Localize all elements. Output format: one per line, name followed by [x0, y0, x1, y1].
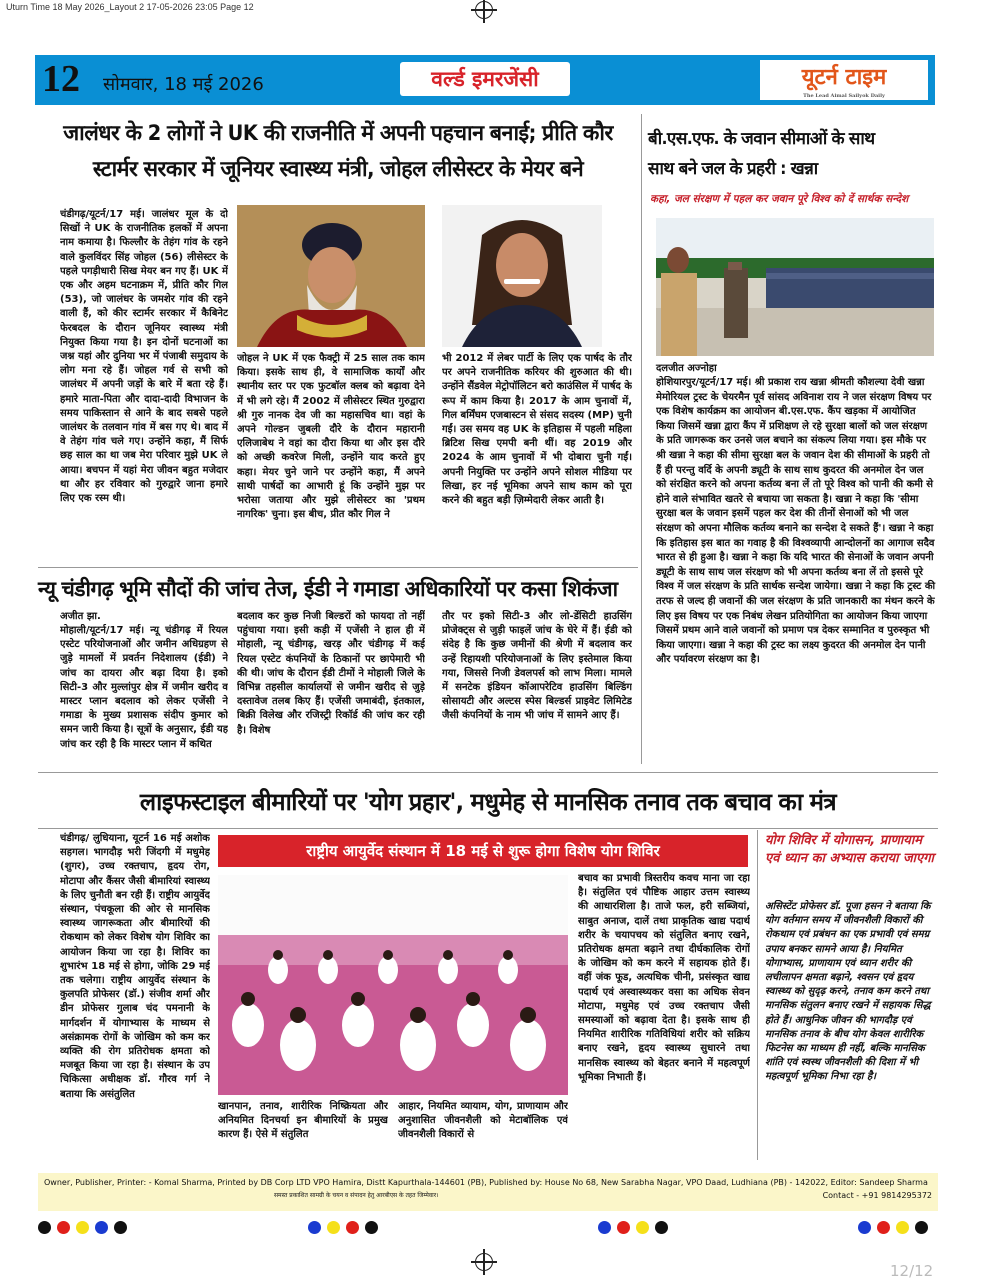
story3-col2: बदलाव कर कुछ निजी बिल्डरों को फायदा तो नहीं पहुंचाया गया। इसी कड़ी में एजेंसी ने हाल ही में मोहाली, न्यू चंडीगढ़, खरड़ और चंडीगढ़ में कई रियल एस्टेट कंपनियों के ठिकानों पर छापेमारी भी की थी। जांच के दौरान ईडी टीमों ने मोहाली जिले के विभिन्न तहसील कार्यालयों से जमीन खरीद से जुड़े दस्तावेज तलब किए हैं। एजेंसी जमाबंदी, इंतकाल, बिक्री विलेख और रजिस्ट्री रिकॉर्ड की जांच कर रही है। विशेष: [237, 611, 425, 736]
story2-body: होशियारपुर/यूटर्न/17 मई। श्री प्रकाश राय खन्ना श्रीमती कौशल्या देवी खन्ना मेमोरियल ट्रस्ट के चेयरमैन पूर्व सांसद अविनाश राय ने जल संरक्षण विषय पर एक विशेष कार्यक्रम का आयोजन बी.एस.एफ. कैंप खड़का में आयोजित किया जिसमें खन्ना द्वारा कैंप में प्रशिक्षण ले रहे सुरक्षा बालों को जल संरक्षण के प्रति जागरूक कर उनसे जल बचाने का संकल्प लिया गया। इस मौके पर श्री खन्ना ने कहा की सीमा सुरक्षा बल के जवान देश की सीमाओं के प्रहरी तो हैं ही परन्तु वर्दि के अपनी ड्यूटी के साथ साथ कुदरत की अनमोल देन जल को संरक्षित करने को अपना कर्तव्य बना लें तो पूरे विश्व को पानी की कमी से होने वाले संभावित खतरे से बचाया जा सकता है। खन्ना ने कहा कि 'सीमा सुरक्षा बल के जवान इसमें पहल कर देश की तीनों सेनाओं को भी जल संरक्षण को अपना मौलिक कर्तव्य बनाने का सन्देश दे सकते हैं'। खन्ना ने कहा कि इतिहास इस बात का गवाह है की विश्वव्यापी आन्दोलनों का आगाज सदैव भारत से ही हुआ है। खन्ना ने कहा कि यदि भारत की सेनाओं के जवान अपनी ड्यूटी के साथ साथ जल संरक्षण को भी अपना कर्तव्य बना लें तो इससे पूरे विश्व में जल संरक्षण के प्रति सार्थक सन्देश जायेगा। खन्ना ने कहा कि ट्रस्ट की तरफ से जल्द ही जवानों की जल संरक्षण के प्रति जानकारी का मंथन करने के लिए इस विषय पर एक निबंध लेखन प्रतियोगिता का आयोजन किया जाएगा जिसमें प्रथम आने वाले जवानों को प्रमाण पत्र देकर सम्मानित व पुरुस्कृत भी किया जाएगा। खन्ना ने कहा की ट्रस्ट का लक्ष्य कुदरत की अनमोल देन पानी और पर्यावरण संरक्षण का है।: [656, 377, 936, 666]
color-calibration-dots: [38, 1221, 127, 1234]
page-number: 12: [42, 58, 80, 100]
story1-headline: जालंधर के 2 लोगों ने UK की राजनीति में अपनी पहचान बनाई; प्रीति कौर स्टार्मर सरकार में जूनियर स्वास्थ्य मंत्री, जोहल लीसेस्टर के मेयर बने: [63, 121, 613, 182]
story4-col1: चंडीगढ़/ लुधियाना, यूटर्न 16 मई अशोक सहगल। भागदौड़ भरी जिंदगी में मधुमेह (शुगर), उच्च रक्तचाप, हृदय रोग, मोटापा और कैंसर जैसी बीमारियां स्वास्थ्य के लिए चुनौती बन रही हैं। राष्ट्रीय आयुर्वेद संस्थान, पंचकूला की ओर से मानसिक स्वास्थ्य जागरूकता और बीमारियों की रोकथाम को लेकर विशेष योग शिविर का आयोजन किया जा रहा है। शिविर का शुभारंभ 18 मई से होगा, जोकि 29 मई तक चलेगा। राष्ट्रीय आयुर्वेद संस्थान के कुलपति प्रोफेसर (डॉ.) संजीव शर्मा और डीन प्रोफेसर गुलाब चंद पमनानी के मार्गदर्शन में योगाभ्यास के माध्यम से असंक्रामक रोगों के जोखिम को कम कर व्यक्ति की रोग प्रतिरोधक क्षमता को मजबूत किया जा रहा है। संस्थान के उप चिकित्सा अधीक्षक डॉ. गौरव गर्ग ने बताया कि असंतुलित: [60, 833, 210, 1100]
registration-mark-icon: [475, 1, 493, 19]
divider: [38, 772, 938, 773]
story4-col3: बचाव का प्रभावी त्रिस्तरीय कवच माना जा रहा है। संतुलित एवं पौष्टिक आहार उत्तम स्वास्थ्य की आधारशिला है। ताजे फल, हरी सब्जियां, साबुत अनाज, दालें तथा प्राकृतिक खाद्य पदार्थ शरीर के चयापचय को संतुलित बनाए रखने, प्रतिरोधक क्षमता बढ़ाने तथा दीर्घकालिक रोगों के जोखिम को कम करने में सहायक होते हैं। वहीं जंक फूड, अत्यधिक चीनी, प्रसंस्कृत खाद्य पदार्थ एवं अस्वास्थ्यकर वसा का अधिक सेवन मोटापा, मधुमेह एवं उच्च रक्तचाप जैसी समस्याओं को बढ़ावा देता है। इसके साथ ही नियमित शारीरिक गतिविधियां शरीर को सक्रिय बनाए रखने, हृदय स्वास्थ्य सुधारने तथा मानसिक स्वास्थ्य को बेहतर बनाने में महत्वपूर्ण भूमिका निभाती हैं।: [578, 873, 750, 1083]
imprint-text: Owner, Publisher, Printer: - Komal Sharma, Printed by DB Corp LTD VPO Hamira, Distt Kapurthala-144601 (PB), Published by: House No 68, New Sarabha Nagar, VPO Daad, Ludhiana (PB) - 142022, Editor: Sandeep Sharma: [44, 1178, 928, 1187]
column-divider: [641, 114, 642, 764]
story4-below-photo-1: खानपान, तनाव, शारीरिक निष्क्रियता और अनियमित दिनचर्या इन बीमारियों के प्रमुख कारण हैं। ऐसे में संतुलित: [218, 1101, 388, 1141]
story3-headline: न्यू चंडीगढ़ भूमि सौदों की जांच तेज, ईडी ने गमाडा अधिकारियों पर कसा शिकंजा: [38, 577, 618, 601]
story3-byline: अजीत झा.: [60, 611, 101, 622]
column-divider: [757, 830, 758, 1160]
imprint-note: समस्त प्रकाशित सामग्री के चयन व संपादन हेतु आरबीएस के तहत जिम्मेवार।: [274, 1192, 439, 1199]
story4-headline: लाइफस्टाइल बीमारियों पर 'योग प्रहार', मधुमेह से मानसिक तनाव तक बचाव का मंत्र: [139, 788, 837, 816]
story1-col2: जोहल ने UK में एक फैक्ट्री में 25 साल तक काम किया। इसके साथ ही, वे सामाजिक कार्यों और स्थानीय स्तर पर एक फुटबॉल क्लब को बढ़ावा देने में भी लगे रहे। मैं 2002 में लीसेस्टर स्थित गुरुद्वारा श्री गुरु नानक देव जी का महासचिव था। वहां के अपने गोल्डन जुबली दौरे के दौरान महारानी एलिजाबेथ ने वहां का दौरा किया था और इस दौरे को अच्छी कवरेज मिली, उन्होंने याद करते हुए कहा। मेयर चुने जाने पर उन्होंने कहा, मैं अपने साथी पार्षदों का आभारी हूं कि उन्होंने मुझ पर भरोसा जताया और मुझे लीसेस्टर का 'प्रथम नागरिक' चुना। इस बीच, प्रीत कौर गिल ने: [237, 353, 425, 521]
photo-yoga-camp: [218, 875, 568, 1095]
color-calibration-dots: [308, 1221, 378, 1234]
registration-mark-icon: [475, 1253, 493, 1271]
color-calibration-dots: [858, 1221, 928, 1234]
divider: [38, 567, 638, 568]
story4-red-banner: राष्ट्रीय आयुर्वेद संस्थान में 18 मई से शुरू होगा विशेष योग शिविर: [218, 835, 748, 867]
section-title: वर्ल्ड इमरजेंसी: [400, 62, 570, 96]
page-mark: 12/12: [890, 1262, 934, 1280]
story4-side-headline: योग शिविर में योगासन, प्राणायाम एवं ध्यान का अभ्यास कराया जाएगा: [765, 833, 934, 866]
page-date: सोमवार, 18 मई 2026: [103, 74, 264, 95]
story1-col3: भी 2012 में लेबर पार्टी के लिए एक पार्षद के तौर पर अपने राजनीतिक करियर की शुरुआत की थी। उन्होंने सैंडवेल मेट्रोपॉलिटन बरो काउंसिल में पार्षद के रूप में काम किया है। 2017 के आम चुनावों में, गिल बर्मिंघम एजबास्टन से संसद सदस्य (MP) चुनी गईं। उस समय वह UK के इतिहास में पहली महिला ब्रिटिश सिख एमपी बनी थीं। वह 2019 और 2024 के आम चुनावों में भी दोबारा चुनी गईं। अपनी नियुक्ति पर उन्होंने अपने सोशल मीडिया पर लिखा, हर नई भूमिका अपने साथ काम को पूरा करने की बहुत बड़ी ज़िम्मेदारी लेकर आती है।: [442, 353, 632, 507]
story4-below-photo-2: आहार, नियमित व्यायाम, योग, प्राणायाम और अनुशासित जीवनशैली को मेटाबॉलिक एवं जीवनशैली विकारों से: [398, 1101, 568, 1141]
story3-col3: तौर पर इको सिटी-3 और लो-डेंसिटी हाउसिंग प्रोजेक्ट्स से जुड़ी फाइलें जांच के घेरे में हैं। ईडी को संदेह है कि कुछ जमीनों की श्रेणी में बदलाव कर उन्हें रिहायशी परियोजनाओं के लिए इस्तेमाल किया गया, जिससे निजी डेवलपर्स को लाभ मिला। मामले में सनटेक इंडियन कॉआपरेटिव हाउसिंग बिल्डिंग सोसायटी और अल्टस स्पेस बिल्डर्स प्राइवेट लिमिटेड जैसी कंपनियों के नाम भी जांच में सामने आए हैं।: [442, 611, 632, 722]
photo-bsf-event: [656, 218, 934, 356]
story3-col1: मोहाली/यूटर्न/17 मई। न्यू चंडीगढ़ में रियल एस्टेट परियोजनाओं और जमीन अधिग्रहण से जुड़े मामलों में प्रवर्तन निदेशालय (ईडी) ने जांच का दायरा और बढ़ा दिया है। इको सिटी-3 और मुल्लांपुर क्षेत्र में जमीन खरीद व मास्टर प्लान बदलाव को लेकर एजेंसी ने गमाडा के मुख्य प्रशासक संदीप कुमार को समन जारी किया है। सूत्रों के अनुसार, ईडी यह जांच कर रही है कि मास्टर प्लान में कथित: [60, 625, 228, 750]
imprint-footer: [38, 1173, 938, 1211]
story2-headline: बी.एस.एफ. के जवान सीमाओं के साथ साथ बने जल के प्रहरी : खन्ना: [648, 129, 875, 179]
divider: [38, 828, 938, 829]
photo-preet-kaur-gill: [442, 205, 602, 347]
story2-byline: दलजीत अज्नोहा: [656, 363, 717, 374]
story4-side-body: असिस्टेंट प्रोफेसर डॉ. पूजा हसन ने बताया कि योग वर्तमान समय में जीवनशैली विकारों की रोकथाम एवं प्रबंधन का एक प्रभावी एवं समग्र उपाय बनकर सामने आया है। नियमित योगाभ्यास, प्राणायाम एवं ध्यान शरीर की लचीलापन क्षमता बढ़ाने, श्वसन एवं हृदय स्वास्थ्य को सुदृढ़ करने, तनाव कम करने तथा मानसिक संतुलन बनाए रखने में सहायक सिद्ध होते हैं। आधुनिक जीवन की भागदौड़ एवं मानसिक तनाव के बीच योग केवल शारीरिक फिटनेस का माध्यम ही नहीं, बल्कि मानसिक शांति एवं स्वस्थ जीवनशैली की दिशा में भी महत्वपूर्ण भूमिका निभा रहा है।: [765, 901, 931, 1083]
story2-subheadline: कहा, जल संरक्षण में पहल कर जवान पूरे विश्व को दें सार्थक सन्देश: [650, 193, 909, 205]
photo-kulvinder-johal: [237, 205, 425, 347]
newspaper-logo: यूटर्न टाइम The Lead Aimal Sailyok Daily: [760, 60, 928, 100]
color-calibration-dots: [598, 1221, 668, 1234]
story1-col1: चंडीगढ़/यूटर्न/17 मई। जालंधर मूल के दो सिखों ने UK के राजनीतिक हलकों में अपना नाम कमाया है। फिल्लौर के तेहंग गांव के रहने वाले कुलविंदर सिंह जोहल (56) लीसेस्टर के पहले पगड़ीधारी सिख मेयर बन गए हैं। UK में एक और अहम घटनाक्रम में, प्रीति कौर गिल (53), जो जालंधर के जमशेर गांव की रहने वाली हैं, को कीर स्टार्मर सरकार में कैबिनेट फेरबदल के दौरान जूनियर स्वास्थ्य मंत्री नियुक्त किया गया है। इन दोनों घटनाओं का जश्न यहां और दुनिया भर में पंजाबी समुदाय के लोग मना रहे हैं। जोहल गर्व से सभी को जालंधर में अपनी जड़ों के बारे में बता रहे हैं। हमारे माता-पिता और दादा-दादी विभाजन के समय पाकिस्तान से आने के बाद सबसे पहले जालंधर के तलवान गांव में बस गए थे। बाद में वे तेहंग गांव चले गए। उन्होंने कहा, मैं सिर्फ छह साल का था जब मेरा परिवार मुझे UK ले आया। बचपन में यहां मेरा जीवन बहुत मजेदार था और हर रविवार को गुरुद्वारे जाना हमारे लिए एक रस्म थी।: [60, 209, 228, 505]
imprint-contact: Contact - +91 9814295372: [822, 1191, 932, 1200]
print-slug: Uturn Time 18 May 2026_Layout 2 17-05-2026 23:05 Page 12: [6, 2, 254, 12]
